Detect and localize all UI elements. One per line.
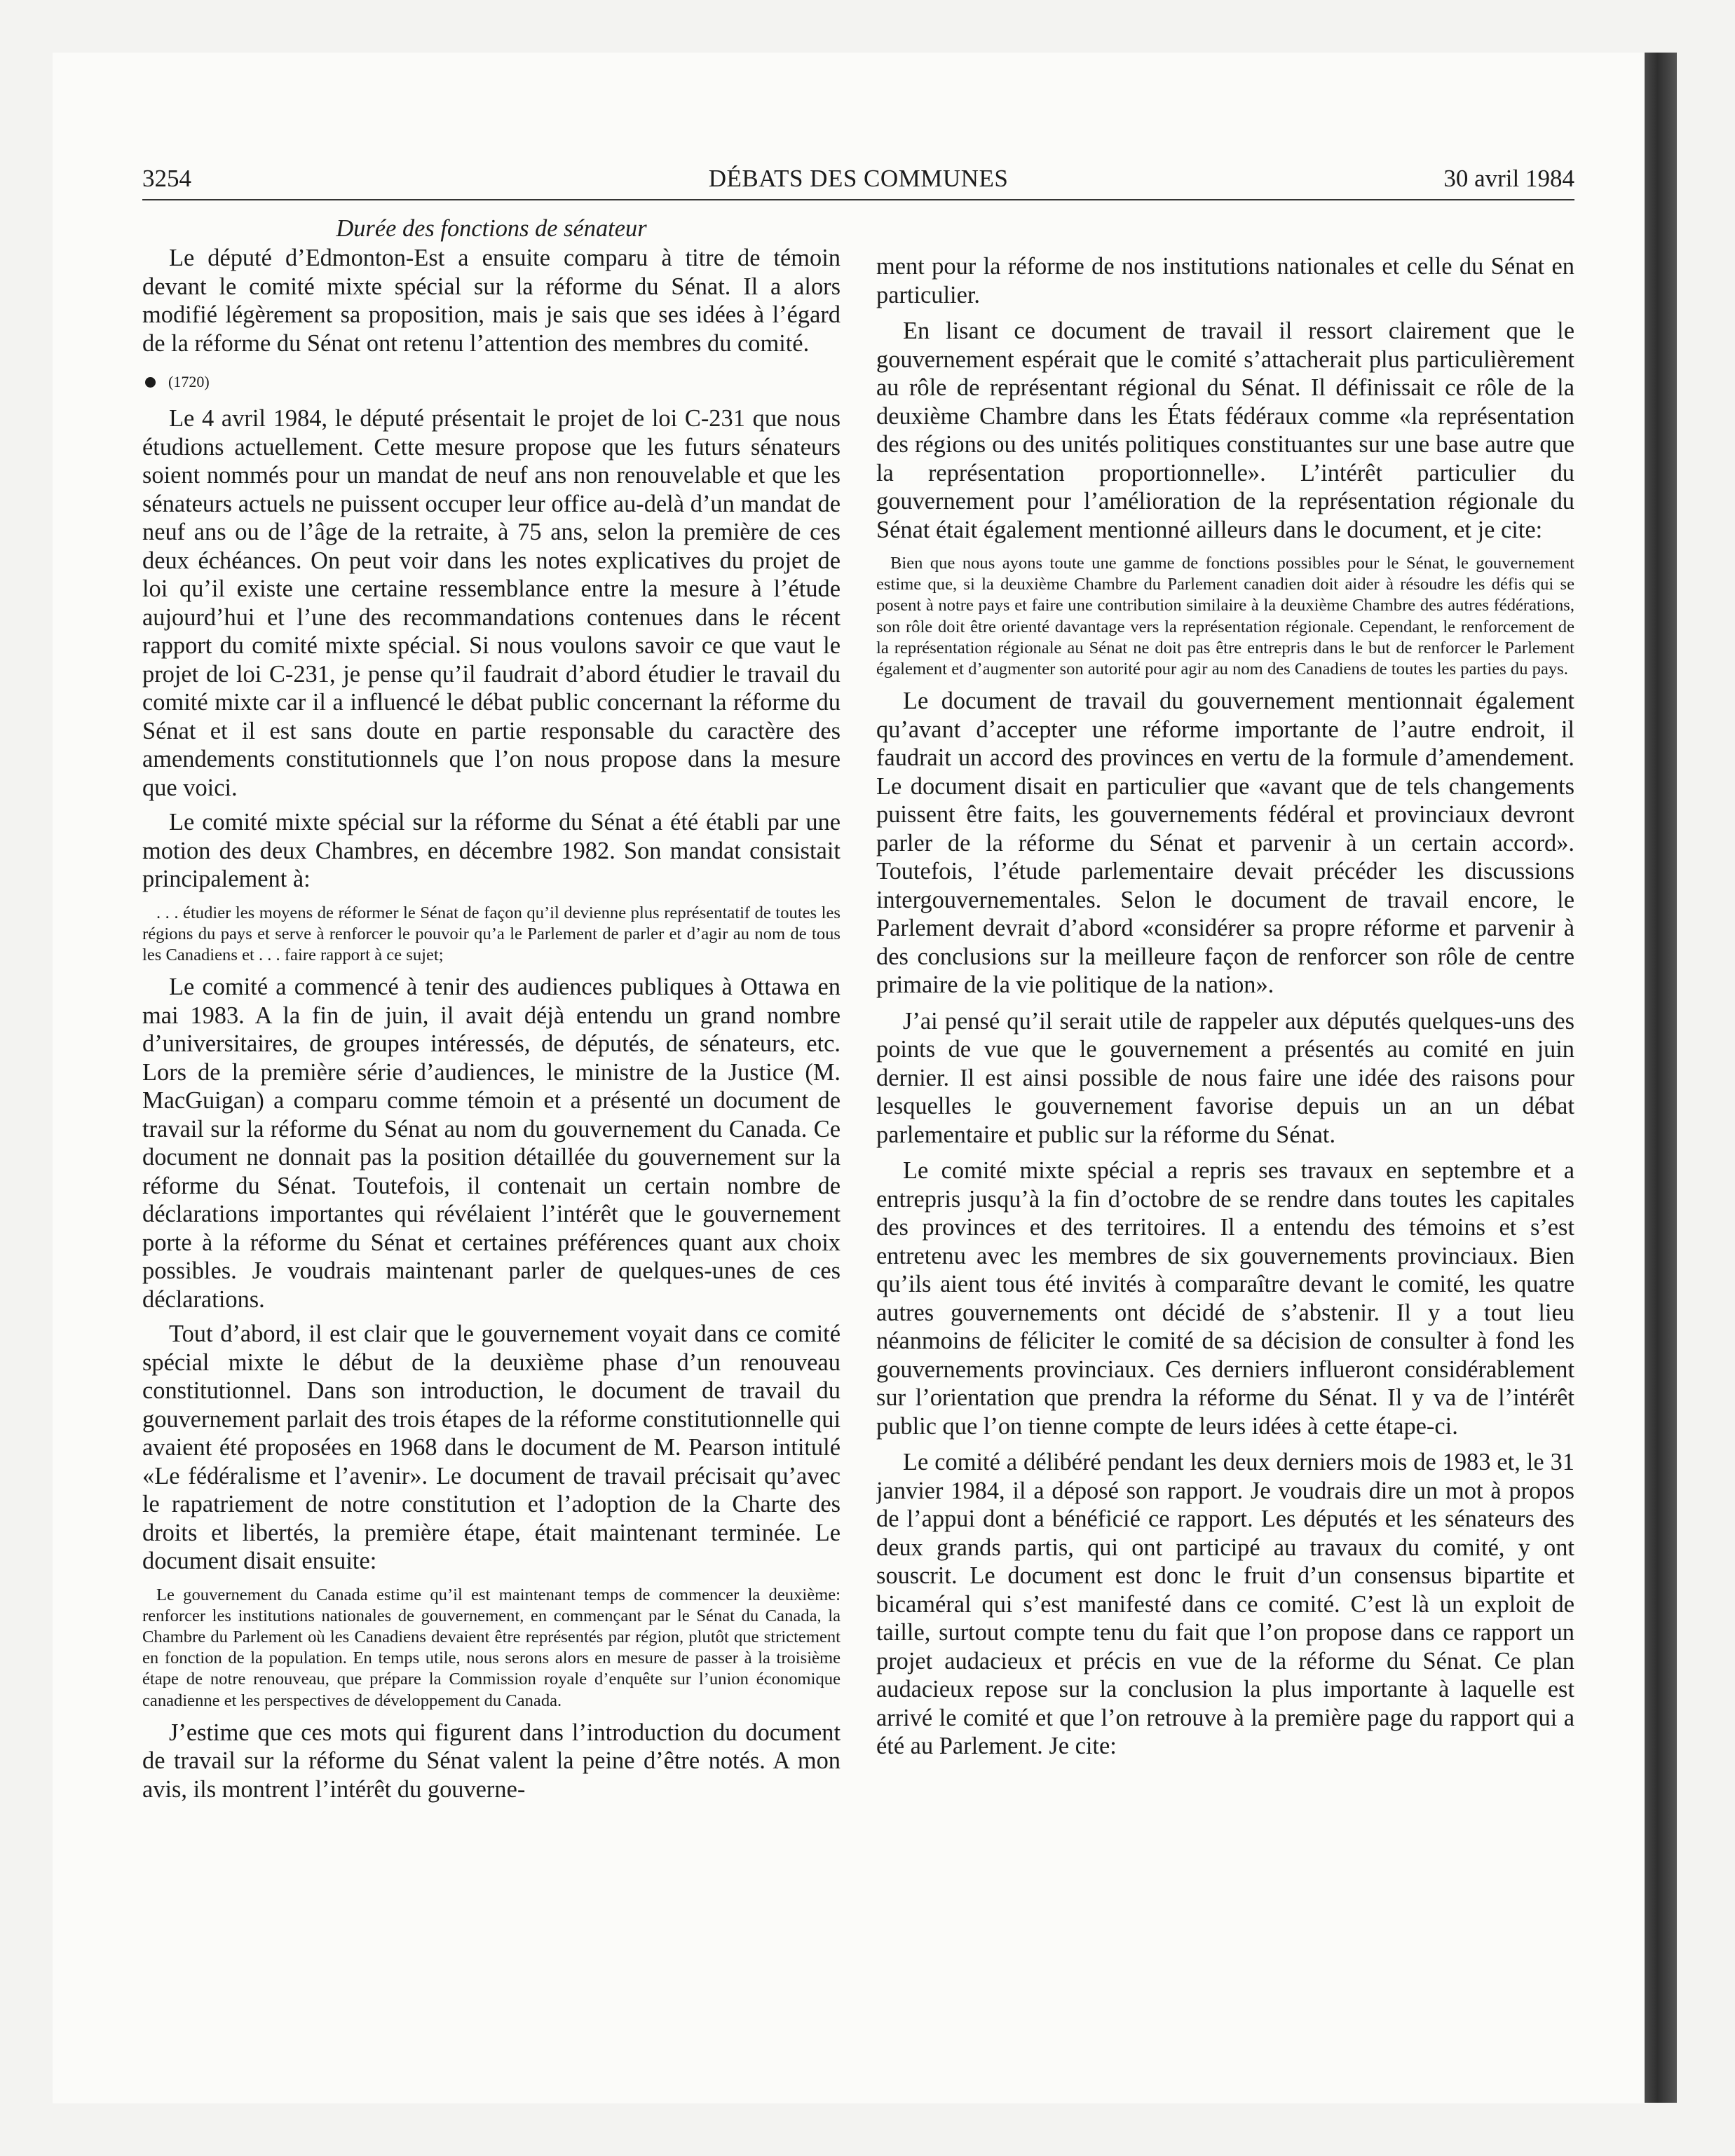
section-subheading: Durée des fonctions de sénateur — [336, 215, 647, 242]
paragraph: Le 4 avril 1984, le député présentait le projet de loi C-231 que nous étudions actuellement. Cette mesure propose que les futurs sénateurs soient nommés pour un mandat de neuf ans non renouvelable et que les sénateurs actuels ne puissent occuper leur office au-delà d’un mandat de neuf ans ou de l’âge de la retraite, à 75 ans, selon la première de ces deux échéances. On peut voir dans les notes explicatives du projet de loi qu’il existe une certaine ressemblance entre la mesure à l’étude aujourd’hui et l’une des recommandations contenues dans le récent rapport du comité mixte spécial. Si nous voulons savoir ce que vaut le projet de loi C-231, je pense qu’il faudrait d’abord étudier le travail du comité mixte car il a influencé le débat public concernant la réforme du Sénat et il est sans doute en partie responsable du caractère des amendements constitutionnels que l’on nous propose dans la mesure que voici. — [142, 405, 841, 801]
paragraph: Le comité a délibéré pendant les deux derniers mois de 1983 et, le 31 janvier 1984, il a déposé son rapport. Je voudrais dire un mot à propos de l’appui dont a bénéficié ce rapport. Les députés et les sénateurs des deux grands partis, qui ont participé au travaux du comité, y ont souscrit. Le document est donc le fruit d’un consensus bipartite et bicaméral qui s’est manifesté dans ce comité. C’est là un exploit de taille, surtout compte tenu du fait que l’on propose dans ce rapport un projet audacieux et précis en vue de la réforme du Sénat. Ce plan audacieux repose sur la conclusion la plus importante à laquelle est arrivé le comité et que l’on retrouve à la première page du rapport qui a été au Parlement. Je cite: — [876, 1449, 1574, 1760]
paragraph: Le député d’Edmonton-Est a ensuite comparu à titre de témoin devant le comité mixte spécial sur la réforme du Sénat. Il a alors modifié légèrement sa proposition, mais je sais que ses idées à l’égard de la réforme du Sénat ont retenu l’attention des membres du comité. — [142, 245, 841, 357]
block-quote: . . . étudier les moyens de réformer le Sénat de façon qu’il devienne plus représentatif de toutes les régions du pays et serve à renforcer le pouvoir qu’a le Parlement de parler et d’agir au nom de tous les Canadiens et . . . faire rapport à ce sujet; — [142, 903, 841, 964]
paragraph: Le comité a commencé à tenir des audiences publiques à Ottawa en mai 1983. A la fin de juin, il avait déjà entendu un grand nombre d’universitaires, de groupes intéressés, de députés, de sénateurs, etc. Lors de la première série d’audiences, le ministre de la Justice (M. MacGuigan) a comparu comme témoin et a présenté un document de travail sur la réforme du Sénat au nom du gouvernement du Canada. Ce document ne donnait pas la position détaillée du gouvernement sur la réforme du Sénat. Toutefois, il contenait un certain nombre de déclarations importantes qui révélaient l’intérêt que le gouvernement porte à la réforme du Sénat et certaines préférences quant aux choix possibles. Je voudrais maintenant parler de quelques-unes de ces déclarations. — [142, 974, 841, 1313]
bullet-dot-icon — [145, 377, 156, 388]
paragraph: Le comité mixte spécial sur la réforme du Sénat a été établi par une motion des deux Chambres, en décembre 1982. Son mandat consistait principalement à: — [142, 809, 841, 892]
paragraph: Le comité mixte spécial a repris ses travaux en septembre et a entrepris jusqu’à la fin d’octobre de se rendre dans toutes les capitales des provinces et des territoires. Il a entendu des témoins et s’est entretenu avec les membres de six gouvernements provinciaux. Bien qu’ils aient tous été invités à comparaître devant le comité, les quatre autres gouvernements ont décidé de s’abstenir. Il y a tout lieu néanmoins de féliciter le comité de sa décision de consulter à fond les gouvernements provinciaux. Ces derniers influeront considérablement sur l’orientation que prendra la réforme du Sénat. Il y va de l’intérêt public que l’on tienne compte de leurs idées à cette étape-ci. — [876, 1157, 1574, 1440]
paragraph: ment pour la réforme de nos institutions nationales et celle du Sénat en particulier. — [876, 253, 1574, 308]
paragraph: Tout d’abord, il est clair que le gouvernement voyait dans ce comité spécial mixte le début de la deuxième phase d’un renouveau constitutionnel. Dans son introduction, le document de travail du gouvernement parlait des trois étapes de la réforme constitutionnelle qui avaient été proposées en 1968 dans le document de M. Pearson intitulé «Le fédéralisme et l’avenir». Le document de travail précisait qu’avec le rapatriement de notre constitution et l’adoption de la Charte des droits et libertés, la première étape, était maintenant terminée. Le document disait ensuite: — [142, 1321, 841, 1575]
header-rule — [142, 199, 1574, 200]
timestamp-marker — [142, 368, 841, 396]
paragraph: En lisant ce document de travail il ressort clairement que le gouvernement espérait que le comité s’attacherait plus particulièrement au rôle de représentant régional du Sénat. Il définissait ce rôle de la deuxième Chambre dans les États fédéraux comme «la représentation des régions ou des unités politiques constituantes sur une base autre que la représentation proportionnelle». L’intérêt particulier du gouvernement pour l’amélioration de la représentation régionale du Sénat était également mentionné ailleurs dans le document, et je cite: — [876, 318, 1574, 543]
block-quote: Bien que nous ayons toute une gamme de fonctions possibles pour le Sénat, le gouvernement estime que, si la deuxième Chambre du Parlement canadien doit aider à résoudre les défis qui se posent à notre pays et faire une contribution similaire à la deuxième Chambre des autres fédérations, son rôle doit être orienté davantage vers la représentation régionale. Cependant, le renforcement de la représentation régionale au Sénat ne doit pas être entrepris dans le but de renforcer le Parlement également et d’augmenter son autorité pour agir au nom des Canadiens de toutes les parties du pays. — [876, 554, 1574, 679]
issue-date: 30 avril 1984 — [1443, 165, 1574, 192]
publication-title: DÉBATS DES COMMUNES — [708, 165, 1009, 192]
block-quote: Le gouvernement du Canada estime qu’il est maintenant temps de commencer la deuxième: renforcer les institutions nationales de gouvernement, en commençant par le Sénat du Canada, la Chambre du Parlement où les Canadiens devaient être représentés par région, plutôt que strictement en fonction de la population. En temps utile, nous serons alors en mesure de passer à la troisième étape de notre renouveau, que prépare la Commission royale d’enquête sur l’union économique canadienne et les perspectives de développement du Canada. — [142, 1585, 841, 1710]
page-number: 3254 — [142, 165, 191, 192]
scan-edge — [1645, 53, 1677, 2103]
running-header — [142, 165, 1574, 200]
paragraph: Le document de travail du gouvernement mentionnait également qu’avant d’accepter une réforme importante de l’autre endroit, il faudrait un accord des provinces en vertu de la formule d’amendement. Le document disait en particulier que «avant que de tels changements puissent être faits, les gouvernements fédéral et provinciaux devront parler de la réforme du Sénat et parvenir à un certain accord». Toutefois, l’étude parlementaire devait précéder les discussions intergouvernementales. Selon le document de travail encore, le Parlement devrait d’abord «considérer sa propre réforme et parvenir à des conclusions sur la meilleure façon de renforcer son rôle de centre primaire de la vie politique de la nation». — [876, 688, 1574, 999]
timestamp: (1720) — [168, 373, 210, 390]
left-column — [142, 214, 841, 2065]
paragraph: J’ai pensé qu’il serait utile de rappeler aux députés quelques-uns des points de vue que le gouvernement a présentés au comité en juin dernier. Il est ainsi possible de nous faire une idée des raisons pour lesquelles le gouvernement favorise depuis un an un débat parlementaire et public sur la réforme du Sénat. — [876, 1007, 1574, 1148]
paragraph: J’estime que ces mots qui figurent dans l’introduction du document de travail sur la réforme du Sénat valent la peine d’être notés. A mon avis, ils montrent l’intérêt du gouverne- — [142, 1719, 841, 1803]
right-column — [876, 252, 1574, 2103]
